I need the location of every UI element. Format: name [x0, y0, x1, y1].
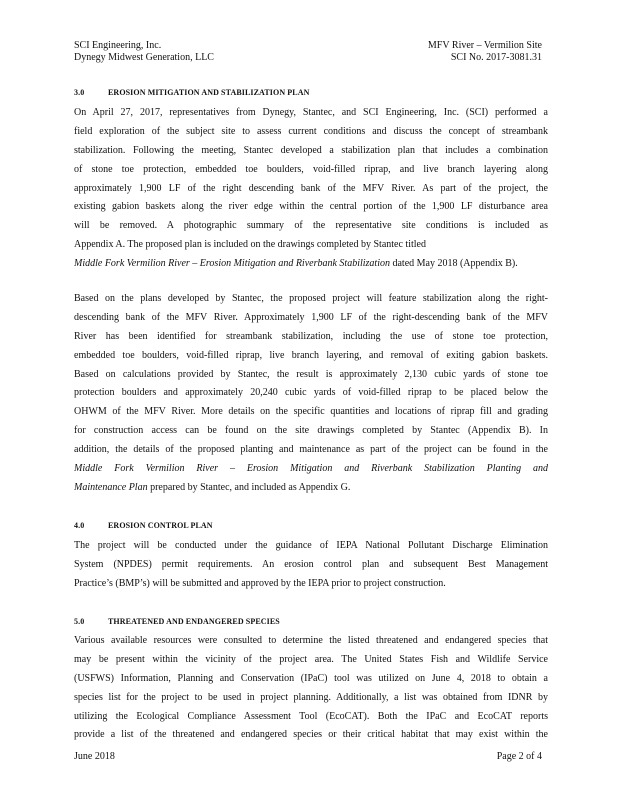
section-5-heading [74, 617, 280, 626]
header-right [428, 40, 542, 64]
section-5-number: 5.0 [74, 617, 85, 626]
text-line: On April 27, 2017, representatives from Dynegy, Stantec, and SCI Engineering, Inc. (SCI) performed a [74, 107, 548, 118]
footer-page-number: Page 2 of 4 [496, 751, 542, 762]
text-line: provide a list of the threatened and endangered species or their critical habitat that may exist within the [74, 729, 548, 741]
text-line: Based on calculations provided by Stantec, the result is approximately 2,130 cubic yards of stone toe [74, 368, 548, 380]
text-line: field exploration of the subject site to assess current conditions and discuss the concept of streambank [74, 125, 548, 137]
text-line: existing gabion baskets along the river edge within the central portion of the 1,900 LF disturbance area [74, 201, 548, 213]
text-line: approximately 1,900 LF of the right descending bank of the MFV River. As part of the project, the [74, 182, 548, 194]
text-line: The project will be conducted under the guidance of IEPA National Pollutant Discharge Elimination [74, 540, 548, 551]
text-line: (USFWS) Information, Planning and Conservation (IPaC) tool was utilized on June 4, 2018 to obtain a [74, 672, 548, 684]
text-line: Practice’s (BMP’s) will be submitted and approved by the IEPA prior to project construction. [74, 577, 446, 589]
text-line: of stone toe protection, embedded toe boulders, void-filled riprap, and live branch layering along [74, 163, 548, 175]
text-line: OHWM of the MFV River. More details on the specific quantities and locations of riprap fill and grading [74, 406, 548, 418]
text-line: River has been identified for streambank stabilization, including the use of stone toe protection, [74, 330, 548, 342]
text-line [74, 255, 548, 274]
text-line: embedded toe boulders, void-filled riprap, live branch layering, and removal of exiting gabion baskets. [74, 349, 548, 361]
section-4-number: 4.0 [74, 521, 85, 530]
text-line: for construction access can be found on the site drawings completed by Stantec (Appendix B). In [74, 425, 548, 437]
header-project-number: SCI No. 2017-3081.31 [450, 52, 542, 63]
text-line: System (NPDES) permit requirements. An erosion control plan and subsequent Best Management [74, 558, 548, 570]
drawing-title: Middle Fork Vermilion River – Erosion Mitigation and Riverbank Stabilization [74, 258, 390, 270]
text-line: Appendix A. The proposed plan is included on the drawings completed by Stantec titled [74, 239, 426, 251]
text-line: addition, the details of the proposed planting and maintenance as part of the project can be found in the [74, 444, 548, 456]
header-left [74, 40, 214, 64]
section-3-title: EROSION MITIGATION AND STABILIZATION PLAN [108, 88, 310, 97]
section-5-paragraph-1 [74, 632, 548, 745]
text-span: prepared by Stantec, and included as Appendix G. [150, 481, 351, 493]
text-line: utilizing the Ecological Compliance Assessment Tool (EcoCAT). Both the IPaC and EcoCAT reports [74, 710, 548, 722]
header-client: Dynegy Midwest Generation, LLC [74, 52, 214, 63]
text-line: may be present within the vicinity of the project area. The United States Fish and Wildlife Service [74, 653, 548, 665]
text-line [74, 479, 548, 498]
text-line: will be removed. A photographic summary of the representative site conditions is included as [74, 220, 548, 232]
text-line: protection boulders and approximately 20,240 cubic yards of void-filled riprap to be placed below the [74, 387, 548, 399]
text-line: descending bank of the MFV River. Approximately 1,900 LF of the right-descending bank of the MFV [74, 311, 548, 323]
section-4-heading [74, 521, 213, 530]
planting-plan-title: Middle Fork Vermilion River – Erosion Mitigation and Riverbank Stabilization Planting and [74, 463, 548, 475]
section-4-paragraph-1 [74, 537, 548, 594]
section-3-number: 3.0 [74, 88, 85, 97]
text-line: stabilization. Following the meeting, Stantec developed a stabilization plan that includes a combination [74, 144, 548, 156]
planting-plan-title-end: Maintenance Plan [74, 481, 148, 493]
section-3-paragraph-1 [74, 104, 548, 274]
header-company: SCI Engineering, Inc. [74, 40, 162, 51]
text-line: Various available resources were consulted to determine the listed threatened and endangered species that [74, 635, 548, 646]
text-line: Based on the plans developed by Stantec, the proposed project will feature stabilization along the right- [74, 293, 548, 304]
header-site: MFV River – Vermilion Site [427, 40, 542, 51]
text-span: dated May 2018 (Appendix B). [392, 258, 518, 270]
footer-date: June 2018 [74, 751, 115, 762]
section-3-paragraph-2 [74, 290, 548, 498]
section-5-title: THREATENED AND ENDANGERED SPECIES [108, 617, 280, 626]
section-3-heading [74, 88, 309, 97]
text-line: species list for the project to be used in project planning. Additionally, a list was obtained from IDNR by [74, 691, 548, 703]
section-4-title: EROSION CONTROL PLAN [108, 521, 213, 530]
